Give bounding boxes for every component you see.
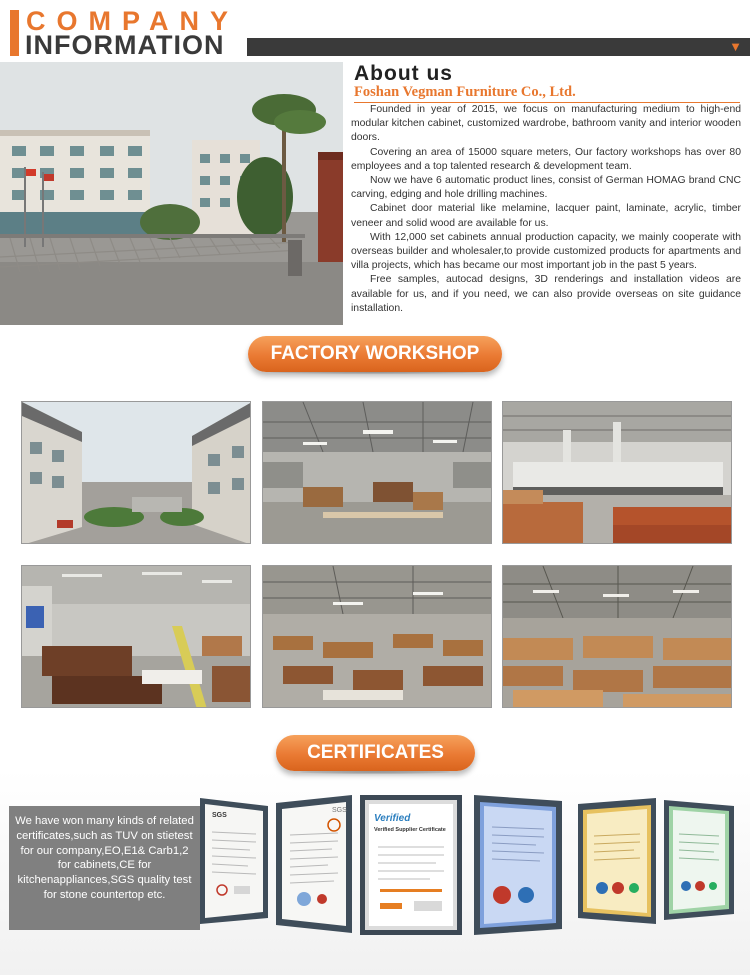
workshop-photo-3 <box>502 401 732 544</box>
about-title: About us <box>354 62 453 85</box>
header-accent-bar <box>10 10 19 56</box>
workshop-photo-5 <box>262 565 492 708</box>
workshop-photo-6 <box>502 565 732 708</box>
workshop-photo-1 <box>21 401 251 544</box>
certificate-green <box>664 800 734 925</box>
company-name: Foshan Vegman Furniture Co., Ltd. <box>354 84 740 103</box>
certificates-banner: CERTIFICATES <box>276 735 475 771</box>
about-paragraph: Covering an area of 15000 square meters, Our factory workshops has over 80 employees and a top talented research & development team. <box>351 146 741 172</box>
about-paragraph: Founded in year of 2015, we focus on manufacturing medium to high-end modular kitchen cabinet, customized wardrobe, bathroom vanity and interior wooden doors. <box>351 104 741 144</box>
verified-title: Verified Supplier Certificate <box>374 827 446 833</box>
sgs-logo: SGS <box>212 812 227 819</box>
about-paragraph: With 12,000 set cabinets annual production capacity, we mainly cooperate with overseas builder and wholesaler,to provide customized products for apartments and villa projects, which has became our most important job in the past 5 years. <box>351 231 741 272</box>
certificate-yellow <box>578 798 656 929</box>
header-information: INFORMATION <box>25 30 225 60</box>
about-paragraph: Now we have 6 automatic product lines, consist of German HOMAG brand CNC carving, edging and hole drilling machines. <box>351 175 741 201</box>
workshop-photo-4 <box>21 565 251 708</box>
header-strip <box>247 38 750 56</box>
factory-workshop-banner: FACTORY WORKSHOP <box>248 336 502 372</box>
about-paragraph: Free samples, autocad designs, 3D renderings and installation videos are available for us, and if you need, we can also provide overseas on site guidance installation. <box>351 274 741 314</box>
certificate-verified-supplier <box>360 795 462 940</box>
certificate-sgs-1 <box>200 798 268 929</box>
certificate-sgs-2 <box>276 795 352 938</box>
factory-gate-photo <box>0 62 343 325</box>
sgs-logo: SGS <box>332 807 347 814</box>
chevron-down-icon: ▼ <box>729 39 742 54</box>
certificates-caption: We have won many kinds of related certificates,such as TUV on stietest for our company,EO,E1& Carb1,2 for cabinets,CE for kitchenappliances,SGS quality test for stone countertop etc. <box>9 806 200 930</box>
workshop-photo-2 <box>262 401 492 544</box>
certificate-blue <box>474 795 562 940</box>
about-body <box>351 103 741 316</box>
header-company: COMPANY <box>26 6 240 36</box>
verified-logo: Verified <box>374 813 411 824</box>
about-paragraph: Cabinet door material like melamine, lacquer paint, laminate, acrylic, timber veneer and solid wood are available for us. <box>351 203 741 229</box>
